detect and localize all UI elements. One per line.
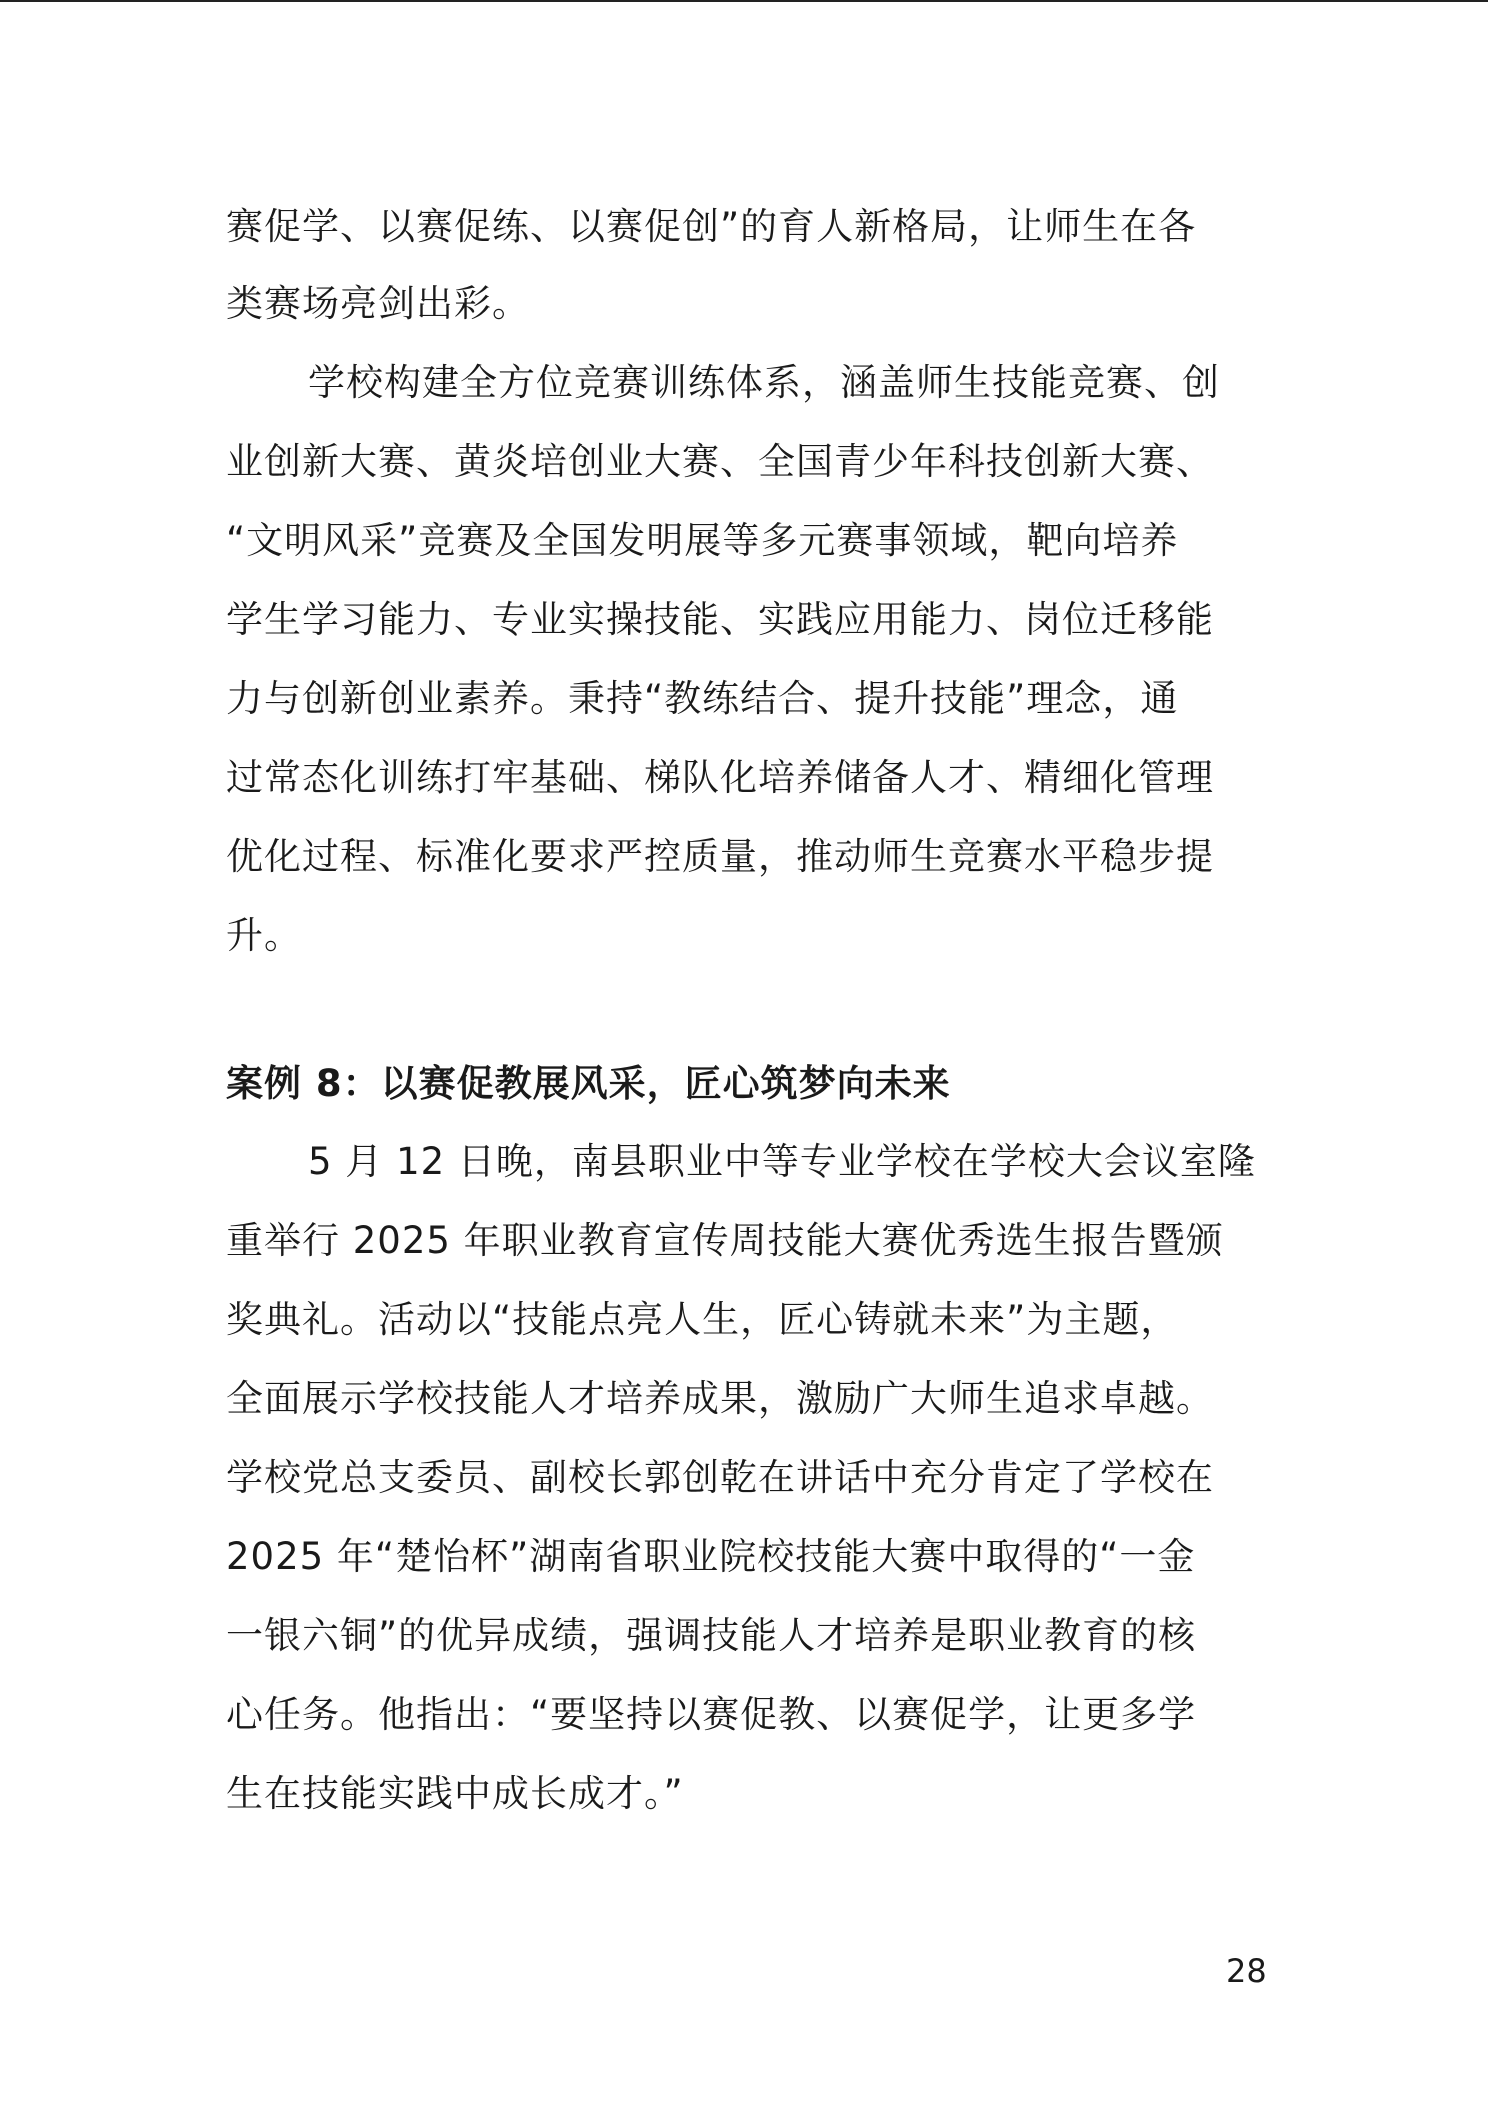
text-line: 赛促学、以赛促练、以赛促创”的育人新格局，让师生在各 — [226, 205, 1197, 248]
text-line: 升。 — [226, 914, 302, 957]
text-line: 2025 年“楚怡杯”湖南省职业院校技能大赛中取得的“一金 — [226, 1535, 1196, 1578]
page-number: 28 — [1226, 1952, 1267, 1990]
text-line: 全面展示学校技能人才培养成果，激励广大师生追求卓越。 — [226, 1377, 1214, 1420]
text-line: 奖典礼。活动以“技能点亮人生，匠心铸就未来”为主题， — [226, 1298, 1179, 1341]
text-line: 力与创新创业素养。秉持“教练结合、提升技能”理念，通 — [226, 677, 1179, 720]
text-line: 过常态化训练打牢基础、梯队化培养储备人才、精细化管理 — [226, 756, 1214, 799]
text-line: 优化过程、标准化要求严控质量，推动师生竞赛水平稳步提 — [226, 835, 1214, 878]
text-line: 5 月 12 日晚，南县职业中等专业学校在学校大会议室隆 — [308, 1140, 1256, 1183]
text-line: 学校构建全方位竞赛训练体系，涵盖师生技能竞赛、创 — [308, 361, 1220, 404]
text-line: 心任务。他指出：“要坚持以赛促教、以赛促学，让更多学 — [226, 1693, 1197, 1736]
text-line: 重举行 2025 年职业教育宣传周技能大赛优秀选生报告暨颁 — [226, 1219, 1224, 1262]
text-line: 业创新大赛、黄炎培创业大赛、全国青少年科技创新大赛、 — [226, 440, 1214, 483]
text-line: “文明风采”竞赛及全国发明展等多元赛事领域，靶向培养 — [226, 519, 1179, 562]
text-line: 学生学习能力、专业实操技能、实践应用能力、岗位迁移能 — [226, 598, 1214, 641]
text-line: 生在技能实践中成长成才。” — [226, 1772, 684, 1815]
text-line: 类赛场亮剑出彩。 — [226, 282, 530, 325]
top-border-line — [0, 0, 1488, 2]
text-line: 一银六铜”的优异成绩，强调技能人才培养是职业教育的核 — [226, 1614, 1197, 1657]
text-line: 学校党总支委员、副校长郭创乾在讲话中充分肯定了学校在 — [226, 1456, 1214, 1499]
case-heading: 案例 8：以赛促教展风采，匠心筑梦向未来 — [226, 1062, 951, 1105]
